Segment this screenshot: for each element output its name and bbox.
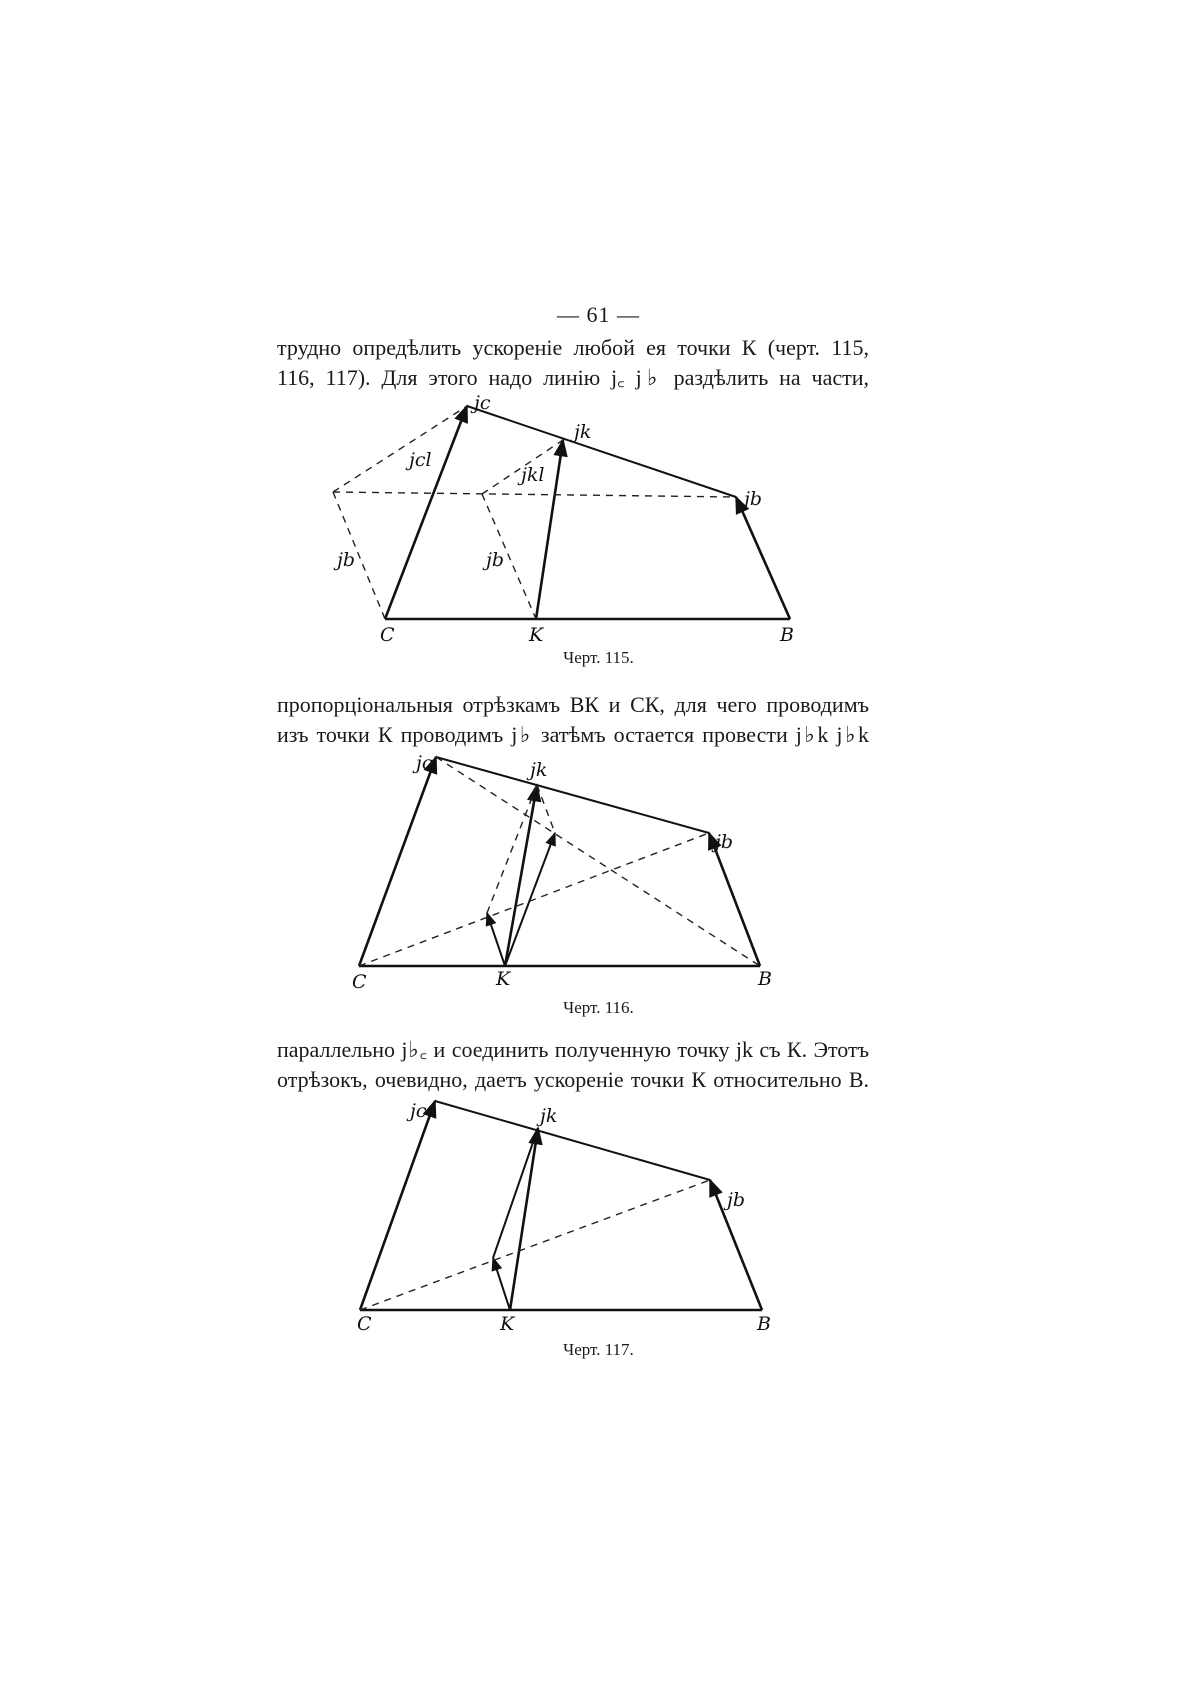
paragraph-1-line-1: трудно опредѣлить ускореніе любой ея точки К (черт. 115,	[277, 335, 869, 360]
fig115-label-jb: jb	[744, 488, 763, 510]
fig117-label-jk: jk	[540, 1105, 558, 1127]
figure-116-caption: Черт. 116.	[563, 998, 634, 1017]
fig117-label-k: K	[500, 1313, 515, 1335]
fig115-label-jc: jc	[474, 392, 491, 414]
fig115-label-jkl: jkl	[521, 464, 545, 486]
fig117-label-jc: jc	[410, 1100, 427, 1122]
paragraph-3-line-1: параллельно j♭꜀ и соединить полученную точку jk съ К. Этотъ	[277, 1037, 869, 1062]
fig117-label-jb: jb	[727, 1189, 746, 1211]
fig117-line-mid-jk	[493, 1128, 538, 1258]
figure-117-caption: Черт. 117.	[563, 1340, 634, 1359]
fig115-label-jbl-left: jb	[337, 549, 356, 571]
fig117-vector-jc	[360, 1101, 435, 1310]
fig115-label-k: K	[529, 624, 544, 646]
fig115-label-jk: jk	[574, 421, 592, 443]
fig116-label-k: K	[496, 968, 511, 990]
fig117-vector-k-mid	[493, 1258, 510, 1310]
figure-115-caption: Черт. 115.	[563, 648, 634, 667]
fig115-label-c: C	[380, 624, 395, 646]
fig116-label-jc: jc	[416, 752, 433, 774]
fig115-label-jbl-mid: jb	[486, 549, 505, 571]
fig116-label-jk: jk	[530, 759, 548, 781]
page-number: — 61 —	[557, 302, 640, 327]
fig117-label-c: C	[357, 1313, 372, 1335]
fig117-vector-jk	[510, 1128, 538, 1310]
paragraph-2-line-2: изъ точки К проводимъ j♭ затѣмъ остается провести j♭k j♭k	[277, 722, 869, 747]
fig116-label-jb: jb	[715, 831, 734, 853]
fig117-label-b: B	[757, 1313, 771, 1335]
paragraph-1-line-2: 116, 117). Для этого надо линію j꜀ j♭ раздѣлить на части,	[277, 365, 869, 390]
paragraph-3-line-2: отрѣзокъ, очевидно, даетъ ускореніе точки К относительно В.	[277, 1067, 869, 1092]
fig115-label-jcl: jcl	[409, 449, 432, 471]
fig116-label-c: C	[352, 971, 367, 993]
fig117-line-jc-jb	[435, 1101, 710, 1180]
fig116-label-b: B	[758, 968, 772, 990]
fig115-label-b: B	[780, 624, 794, 646]
fig117-dashed-c-jb	[360, 1180, 710, 1310]
paragraph-2-line-1: пропорціональныя отрѣзкамъ ВК и СК, для чего проводимъ	[277, 692, 869, 717]
